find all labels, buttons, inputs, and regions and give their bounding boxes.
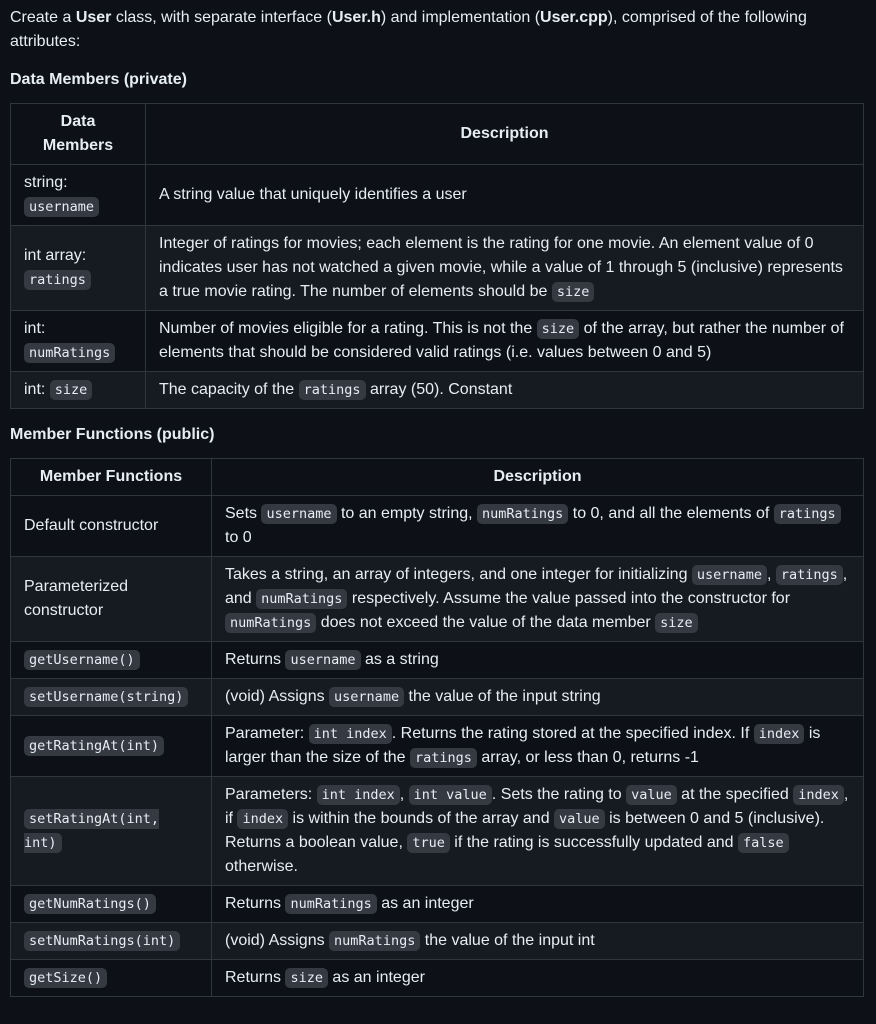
description-text: Returns: [225, 969, 286, 986]
description-text: the value of the input string: [404, 688, 601, 705]
inline-code: numRatings: [256, 589, 347, 609]
inline-code: getRatingAt(int): [24, 736, 164, 756]
inline-code: username: [285, 650, 360, 670]
description-text: to 0: [225, 529, 252, 546]
inline-code: size: [552, 282, 595, 302]
table-row: [11, 226, 864, 311]
data-members-heading: Data Members (private): [10, 71, 187, 88]
inline-code: getNumRatings(): [24, 894, 156, 914]
table-row: [11, 372, 864, 409]
table-header-row: [11, 459, 864, 496]
description-cell: [212, 960, 864, 997]
inline-code: getSize(): [24, 968, 107, 988]
inline-code: int index: [317, 785, 400, 805]
inline-code: username: [329, 687, 404, 707]
description-cell: [212, 557, 864, 642]
column-header: Member Functions: [11, 459, 212, 496]
member-type: int array:: [24, 247, 87, 264]
member-type: string:: [24, 174, 68, 191]
column-header: Data Members: [11, 104, 146, 165]
description-text: is within the bounds of the array and: [288, 810, 555, 827]
description-text: is larger than the size of the: [225, 725, 821, 766]
intro-bold-user: User: [75, 9, 112, 26]
inline-code: setUsername(string): [24, 687, 188, 707]
inline-code: username: [261, 504, 336, 524]
inline-code: numRatings: [24, 343, 115, 363]
inline-code: numRatings: [329, 931, 420, 951]
description-text: to 0, and all the elements of: [568, 505, 774, 522]
table-header-row: [11, 104, 864, 165]
description-text: Takes a string, an array of integers, and one integer for initializing: [225, 566, 692, 583]
description-text: . Returns the rating stored at the specified index. If: [391, 725, 754, 742]
table-row: [11, 165, 864, 226]
function-name-cell: [11, 923, 212, 960]
member-functions-heading: Member Functions (public): [10, 426, 215, 443]
description-cell: [146, 311, 864, 372]
intro-text: Create a: [10, 9, 76, 26]
inline-code: int value: [409, 785, 492, 805]
intro-bold-cpp-file: User.cpp: [540, 9, 608, 26]
inline-code: ratings: [774, 504, 841, 524]
description-text: Parameter:: [225, 725, 309, 742]
inline-code: ratings: [410, 748, 477, 768]
inline-code: username: [692, 565, 767, 585]
intro-text: ) and implementation (: [380, 9, 541, 26]
description-cell: [146, 372, 864, 409]
description-text: the value of the input int: [420, 932, 595, 949]
table-row: [11, 679, 864, 716]
description-text: respectively. Assume the value passed into the constructor for: [347, 590, 791, 607]
table-row: [11, 716, 864, 777]
inline-code: value: [626, 785, 677, 805]
description-text: if the rating is successfully updated and: [449, 834, 739, 851]
inline-code: numRatings: [285, 894, 376, 914]
inline-code: index: [793, 785, 844, 805]
member-cell: [11, 311, 146, 372]
member-type: int:: [24, 381, 46, 398]
intro-text: class, with separate interface (: [111, 9, 332, 26]
inline-code: setRatingAt(int, int): [24, 811, 160, 851]
description-cell: [212, 679, 864, 716]
inline-code: numRatings: [477, 504, 568, 524]
inline-code: true: [407, 833, 450, 853]
function-name-cell: [11, 642, 212, 679]
description-text: . Sets the rating to: [491, 786, 627, 803]
description-text: as an integer: [376, 895, 474, 912]
description-text: , if: [225, 786, 849, 827]
intro-bold-header-file: User.h: [331, 9, 381, 26]
member-cell: [11, 372, 146, 409]
intro-paragraph: [10, 6, 866, 54]
description-cell: [212, 716, 864, 777]
inline-code: size: [537, 319, 580, 339]
description-text: ,: [766, 566, 776, 583]
description-text: at the specified: [676, 786, 794, 803]
inline-code: username: [24, 197, 99, 217]
inline-code: size: [655, 613, 698, 633]
inline-code: value: [554, 809, 605, 829]
description-text: Sets: [225, 505, 262, 522]
description-text: array (50). Constant: [365, 381, 513, 398]
description-cell: [212, 777, 864, 886]
function-name-cell: [11, 679, 212, 716]
table-row: [11, 777, 864, 886]
description-text: does not exceed the value of the data member: [316, 614, 656, 631]
table-row: [11, 923, 864, 960]
table-row: [11, 311, 864, 372]
inline-code: index: [754, 724, 805, 744]
member-type: int:: [24, 320, 46, 337]
description-text: Integer of ratings for movies; each element is the rating for one movie. An element value of 0 indicates user has not watched a given movie, while a value of 1 through 5 (inclusive) represents a true movie rating. The number of elements should be: [159, 235, 843, 300]
member-cell: [11, 165, 146, 226]
table-row: [11, 557, 864, 642]
table-row: [11, 886, 864, 923]
inline-code: getUsername(): [24, 650, 140, 670]
function-name-cell: [11, 960, 212, 997]
inline-code: index: [237, 809, 288, 829]
description-text: Number of movies eligible for a rating. This is not the: [159, 320, 537, 337]
description-cell: [212, 496, 864, 557]
member-cell: [11, 226, 146, 311]
function-name-cell: [11, 777, 212, 886]
description-text: of the array, but rather the number of elements that should be considered valid ratings (i.e. values between 0 and 5): [159, 320, 844, 361]
description-cell: [212, 886, 864, 923]
description-text: as a string: [360, 651, 439, 668]
description-text: otherwise.: [225, 858, 298, 875]
description-cell: [212, 642, 864, 679]
description-cell: [212, 923, 864, 960]
description-text: to an empty string,: [336, 505, 478, 522]
description-text: Returns: [225, 651, 286, 668]
description-text: (void) Assigns: [225, 932, 330, 949]
inline-code: ratings: [776, 565, 843, 585]
description-text: Returns: [225, 895, 286, 912]
inline-code: ratings: [299, 380, 366, 400]
inline-code: false: [738, 833, 789, 853]
table-row: [11, 642, 864, 679]
function-name-cell: Default constructor: [11, 496, 212, 557]
description-text: is between 0 and 5 (inclusive). Returns a boolean value,: [225, 810, 825, 851]
function-name-cell: [11, 716, 212, 777]
description-text: Parameters:: [225, 786, 317, 803]
description-text: (void) Assigns: [225, 688, 330, 705]
description-text: The capacity of the: [159, 381, 299, 398]
inline-code: int index: [309, 724, 392, 744]
table-row: [11, 496, 864, 557]
column-header: Description: [212, 459, 864, 496]
inline-code: ratings: [24, 270, 91, 290]
inline-code: size: [285, 968, 328, 988]
data-members-table: [10, 103, 864, 409]
inline-code: size: [50, 380, 93, 400]
description-text: array, or less than 0, returns -1: [476, 749, 699, 766]
column-header: Description: [146, 104, 864, 165]
description-text: ,: [399, 786, 409, 803]
description-cell: A string value that uniquely identifies a user: [146, 165, 864, 226]
description-text: as an integer: [327, 969, 425, 986]
member-functions-table: [10, 458, 864, 997]
description-text: , and: [225, 566, 848, 607]
intro-text: ), comprised of the following attributes:: [10, 9, 807, 50]
description-cell: [146, 226, 864, 311]
function-name-cell: [11, 886, 212, 923]
inline-code: numRatings: [225, 613, 316, 633]
function-name-cell: Parameterized constructor: [11, 557, 212, 642]
inline-code: setNumRatings(int): [24, 931, 180, 951]
table-row: [11, 960, 864, 997]
